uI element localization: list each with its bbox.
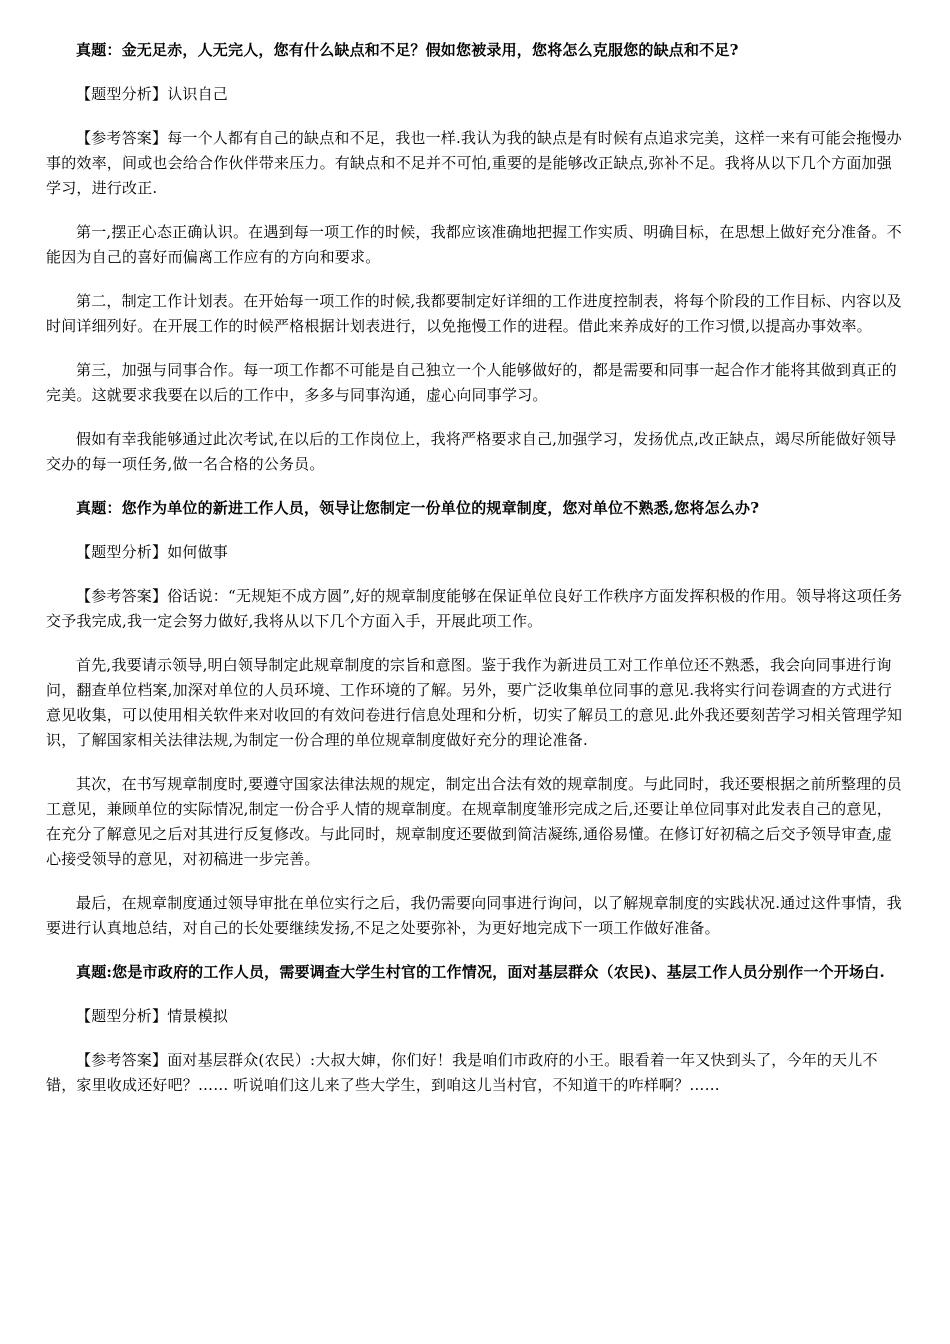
answer-2-point-3: 最后，在规章制度通过领导审批在单位实行之后，我仍需要向同事进行询问，以了解规章制度的实践状况.通过这件事情，我要进行认真地总结，对自己的长处要继续发扬,不足之处要弥补，为更好地完成下一项工作做好准备。: [46, 894, 902, 937]
question-type-analysis-3: 【题型分析】情景模拟: [76, 1007, 229, 1025]
reference-answer-1: 【参考答案】每一个人都有自己的缺点和不足，我也一样.我认为我的缺点是有时候有点追求完美，这样一来有可能会拖慢办事的效率，间或也会给合作伙伴带来压力。有缺点和不足并不可怕,重要的是能够改正缺点,弥补不足。我将从以下几个方面加强学习，进行改正.: [46, 129, 902, 197]
answer-1-point-3: 第三，加强与同事合作。每一项工作都不可能是自己独立一个人能够做好的，都是需要和同事一起合作才能将其做到真正的完美。这就要求我要在以后的工作中，多多与同事沟通，虚心向同事学习。: [46, 361, 897, 404]
reference-answer-2: 【参考答案】俗话说：“无规矩不成方圆”,好的规章制度能够在保证单位良好工作秩序方面发挥积极的作用。领导将这项任务交予我完成,我一定会努力做好,我将从以下几个方面入手，开展此项工作。: [46, 587, 903, 630]
question-type-analysis-1: 【题型分析】认识自己: [76, 85, 229, 103]
answer-1-point-2: 第二，制定工作计划表。在开始每一项工作的时候,我都要制定好详细的工作进度控制表，将每个阶段的工作目标、内容以及时间详细列好。在开展工作的时候严格根据计划表进行，以免拖慢工作的进程。借此来养成好的工作习惯,以提高办事效率。: [46, 292, 902, 335]
answer-2-point-2: 其次，在书写规章制度时,要遵守国家法律法规的规定，制定出合法有效的规章制度。与此同时，我还要根据之前所整理的员工意见，兼顾单位的实际情况,制定一份合乎人情的规章制度。在规章制度雏形完成之后,还要让单位同事对此发表自己的意见，在充分了解意见之后对其进行反复修改。与此同时，规章制度还要做到简洁凝练,通俗易懂。在修订好初稿之后交予领导审查,虚心接受领导的意见，对初稿进一步完善。: [46, 775, 902, 868]
document-page: [46, 38, 906, 1098]
answer-1-point-1: 第一,摆正心态正确认识。在遇到每一项工作的时候，我都应该准确地把握工作实质、明确目标，在思想上做好充分准备。不能因为自己的喜好而偏离工作应有的方向和要求。: [46, 223, 902, 266]
reference-answer-3: 【参考答案】面对基层群众(农民）:大叔大婶，你们好！我是咱们市政府的小王。眼看着一年又快到头了，今年的天儿不错，家里收成还好吧？…… 听说咱们这儿来了些大学生，到咱这儿当村官，不知道干的咋样啊？……: [46, 1051, 878, 1094]
answer-1-conclusion: 假如有幸我能够通过此次考试,在以后的工作岗位上，我将严格要求自己,加强学习，发扬优点,改正缺点，竭尽所能做好领导交办的每一项任务,做一名合格的公务员。: [46, 430, 897, 473]
question-heading-1: 真题：金无足赤，人无完人，您有什么缺点和不足？假如您被录用，您将怎么克服您的缺点和不足?: [76, 41, 739, 59]
question-heading-3: 真题:您是市政府的工作人员，需要调查大学生村官的工作情况，面对基层群众（农民)、基层工作人员分别作一个开场白.: [76, 963, 885, 981]
question-heading-2: 真题：您作为单位的新进工作人员，领导让您制定一份单位的规章制度，您对单位不熟悉,您将怎么办?: [76, 499, 760, 517]
question-type-analysis-2: 【题型分析】如何做事: [76, 543, 229, 561]
answer-2-point-1: 首先,我要请示领导,明白领导制定此规章制度的宗旨和意图。鉴于我作为新进员工对工作单位还不熟悉，我会向同事进行询问，翻查单位档案,加深对单位的人员环境、工作环境的了解。另外，要广泛收集单位同事的意见.我将实行问卷调查的方式进行意见收集，可以使用相关软件来对收回的有效问卷进行信息处理和分析，切实了解员工的意见.此外我还要刻苦学习相关管理学知识，了解国家相关法律法规,为制定一份合理的单位规章制度做好充分的理论准备.: [46, 656, 903, 749]
